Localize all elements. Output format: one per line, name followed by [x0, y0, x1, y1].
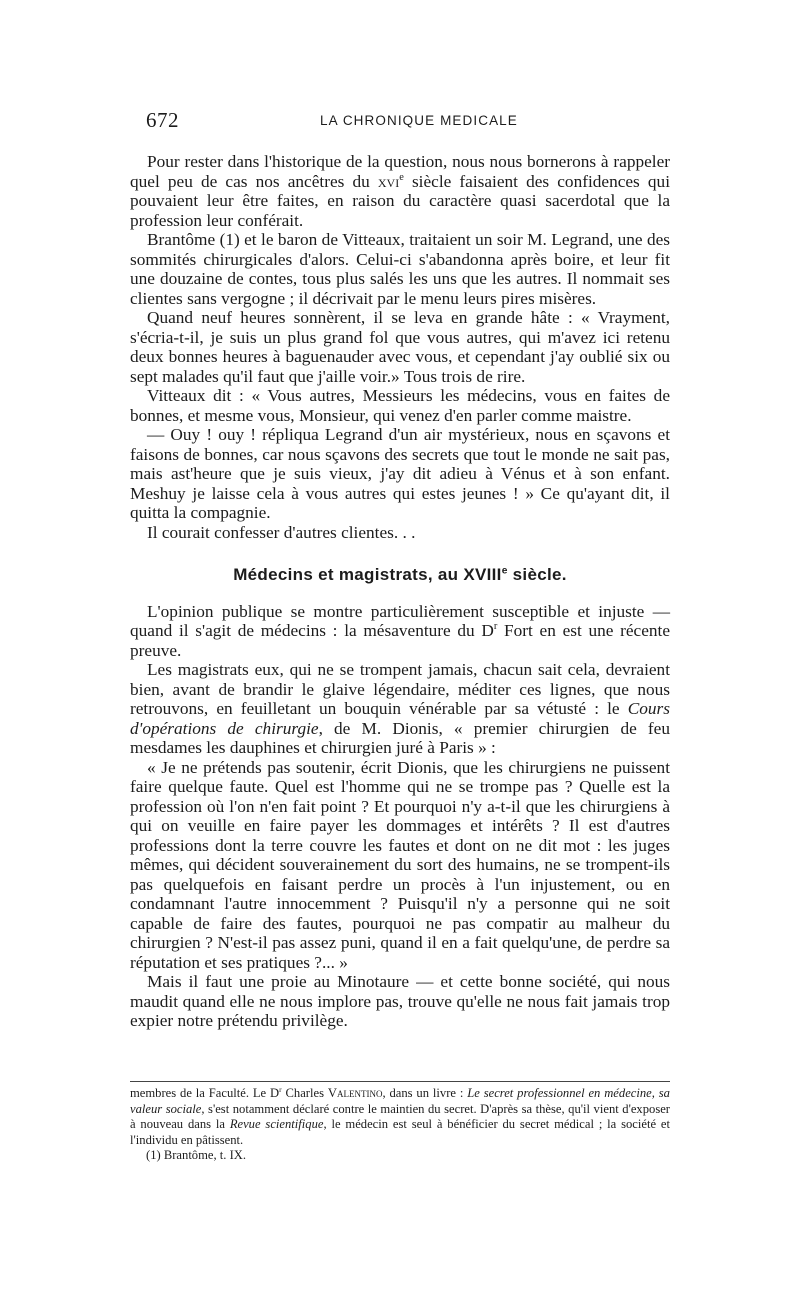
paragraph: — Ouy ! ouy ! répliqua Legrand d'un air mystérieux, nous en sçavons et faisons de bonnes, car nous sçavons des secrets que tout le monde ne sait pas, mais ast'heure que je suis vieux, j'ay dit adieu à Vénus et à son enfant. Meshuy je laisse cela à vous autres qui estes jeunes ! » Ce qu'ayant dit, il quitta la compagnie. — [130, 425, 670, 522]
paragraph: Pour rester dans l'historique de la question, nous nous bornerons à rappeler quel peu de cas nos ancêtres du xvi$^e$ siècle faisaient des confidences qui pouvaient leur être faites, en raison du caractère quasi sacerdotal que la profession leur conférait. — [130, 152, 670, 230]
author-name: Valentino — [327, 1086, 383, 1100]
article-body — [130, 152, 670, 1031]
paragraph: Vitteaux dit : « Vous autres, Messieurs les médecins, vous en faites de bonnes, et mesme vous, Monsieur, qui venez d'en parler comme maistre. — [130, 386, 670, 425]
book-title: Le secret professionnel en médecine, sa valeur sociale — [130, 1086, 670, 1116]
book-title: Cours d'opérations de chirurgie — [130, 699, 670, 738]
century-numeral: xvi — [377, 171, 400, 191]
paragraph: Brantôme (1) et le baron de Vitteaux, traitaient un soir M. Legrand, une des sommités chirurgicales d'alors. Celui-ci s'abandonna après boire, et leur fit une douzaine de contes, tous plus salés les uns que les autres. Il nommait ses clientes sans vergogne ; il décrivait par le menu leurs pires misères. — [130, 230, 670, 308]
paragraph: Les magistrats eux, qui ne se trompent jamais, chacun sait cela, devraient bien, avant de brandir le glaive légendaire, méditer ces lignes, que nous retrouvons, en feuilletant un bouquin vénérable par sa vétusté : le Cours d'opérations de chirurgie, de M. Dionis, « premier chirurgien de feu mesdames les dauphines et chirurgien juré à Paris » : — [130, 660, 670, 757]
paragraph: Il courait confesser d'autres clientes. . . — [147, 522, 416, 542]
footnote-1: (1) Brantôme, t. IX. — [146, 1148, 247, 1162]
page-number: 672 — [146, 108, 179, 132]
footnotes — [130, 1086, 670, 1164]
paragraph: L'opinion publique se montre particulièrement susceptible et injuste — quand il s'agit de médecins : la mésaventure du $D^r$ Fort en est une récente preuve. — [130, 601, 670, 660]
footnote-continuation: membres de la Faculté. Le $D^r$ Charles Valentino, dans un livre : Le secret professionnel en médecine, sa valeur sociale, s'est notamment déclaré contre le maintien du secret. D'après sa thèse, qu'il vient d'exposer à nouveau dans la Revue scientifique, le médecin est seul à bénéficier du secret médical ; la société et l'individu en pâtissent. — [130, 1084, 670, 1147]
paragraph: Mais il faut une proie au Minotaure — et cette bonne société, qui nous maudit quand elle ne nous implore pas, trouve qu'elle ne nous fait jamais trop expier notre prétendu privilège. — [130, 972, 670, 1030]
section-heading: Médecins et magistrats, au XVIIIe siècle. — [233, 565, 567, 584]
footnote-divider — [130, 1081, 670, 1082]
page-header — [146, 108, 676, 132]
paragraph: Quand neuf heures sonnèrent, il se leva en grande hâte : « Vrayment, s'écria-t-il, je suis un plus grand fol que vous autres, qui m'avez ici retenu deux bonnes heures à baguenauder avec vous, et cependant j'ay oublié six ou sept malades qu'il faut que j'aille voir.» Tous trois de rire. — [130, 308, 670, 386]
journal-title: Revue scientifique — [229, 1117, 324, 1131]
quotation-paragraph: « Je ne prétends pas soutenir, écrit Dionis, que les chirurgiens ne puissent faire quelque faute. Quel est l'homme qui ne se trompe pas ? Quelle est la profession où l'on n'en fait point ? Et pourquoi n'y a-t-il que les chirurgiens à qui on veuille en faire payer les dommages et intérêts ? Il est d'autres professions dont la terre couvre les fautes et dont on ne dit mot : les juges mêmes, qui décident souverainement du sort des humains, ne se trompent-ils pas quelquefois en faisant perdre un procès à l'un injustement, ou en condamnant l'autre innocemment ? Puisqu'il n'y a personne qui ne soit capable de faire des fautes, pourquoi ne pas compatir au malheur du chirurgien ? N'est-il pas assez puni, quand il en a fait quelqu'une, de perdre sa réputation et ses pratiques ?... » — [130, 757, 670, 972]
running-title: LA CHRONIQUE MEDICALE — [320, 113, 518, 128]
